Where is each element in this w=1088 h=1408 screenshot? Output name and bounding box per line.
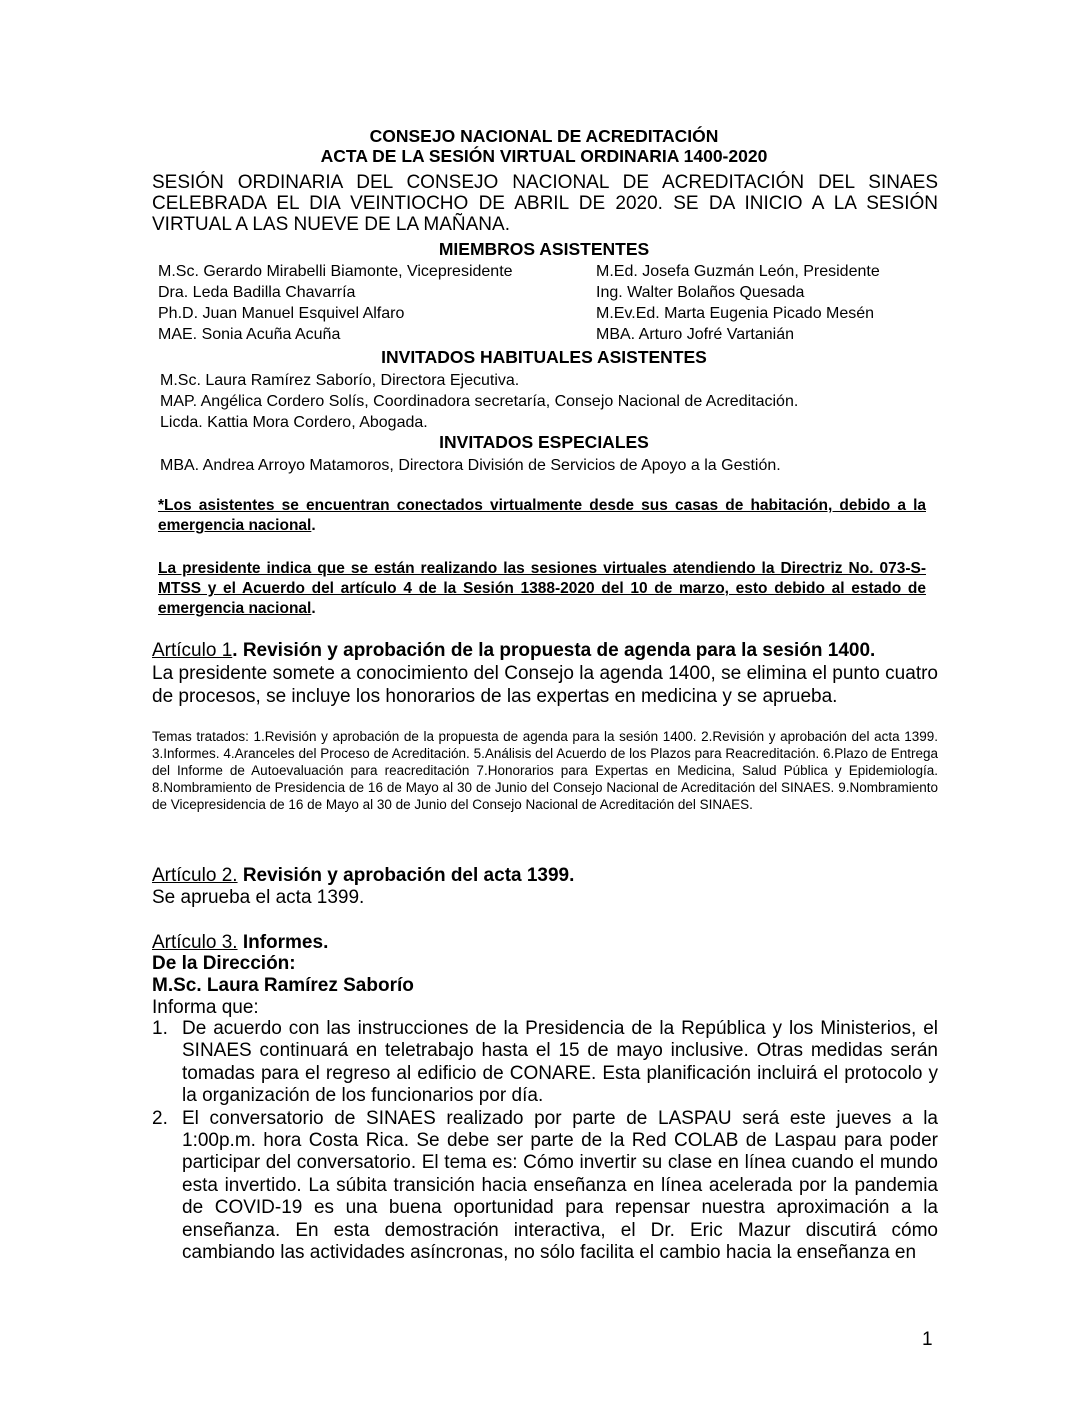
article-3-title: Informes. — [237, 932, 329, 953]
list-item — [152, 1108, 938, 1265]
article-1-body: La presidente somete a conocimiento del Consejo la agenda 1400, se elimina el punto cuatro de procesos, se incluye los honorarios de las expertas en medicina y se aprueba. — [152, 663, 938, 707]
guest-item: M.Sc. Laura Ramírez Saborío, Directora Ejecutiva. — [160, 372, 520, 389]
members-row — [158, 261, 928, 282]
article-3-heading — [152, 931, 938, 954]
list-item-text: El conversatorio de SINAES realizado por parte de LASPAU será este jueves a la 1:00p.m. hora Costa Rica. Se debe ser parte de la Red COLAB de Laspau para poder participar del conversatorio. El tema es: Cómo invertir su clase en línea cuando el mundo esta invertido. La súbita transición hacia enseñanza en línea acelerada por la pandemia de COVID-19 es una buena oportunidad para repensar nuestra aproximación a la enseñanza. En esta demostración interactiva, el Dr. Eric Mazur discutirá cómo cambiando las actividades asíncronas, no sólo facilita el cambio hacia la enseñanza en — [182, 1107, 938, 1264]
list-item — [152, 1018, 938, 1108]
members-table — [158, 261, 928, 345]
article-2-heading — [152, 864, 938, 887]
directive-notice — [158, 559, 926, 619]
directive-notice-end: . — [311, 600, 316, 617]
list-item-number: 2. — [152, 1107, 168, 1129]
session-intro: SESIÓN ORDINARIA DEL CONSEJO NACIONAL DE ACREDITACIÓN DEL SINAES CELEBRADA EL DIA VEINTIOCHO DE ABRIL DE 2020. SE DA INICIO A LA SESIÓN VIRTUAL A LAS NUEVE DE LA MAÑANA. — [152, 172, 938, 235]
members-row — [158, 324, 928, 345]
directive-notice-text: La presidente indica que se están realizando las sesiones virtuales atendiendo la Directriz No. 073-S-MTSS y el Acuerdo del artículo 4 de la Sesión 1388-2020 del 10 de marzo, esto debido al estado de emergencia nacional — [158, 560, 926, 617]
member-name: MAE. Sonia Acuña Acuña — [158, 326, 341, 343]
article-1-title: . Revisión y aprobación de la propuesta de agenda para la sesión 1400. — [232, 640, 876, 661]
members-heading: MIEMBROS ASISTENTES — [438, 239, 650, 259]
member-name: M.Ed. Josefa Guzmán León, Presidente — [596, 263, 880, 280]
reporter-name: M.Sc. Laura Ramírez Saborío — [152, 975, 414, 996]
member-name: MBA. Arturo Jofré Vartanián — [596, 326, 795, 343]
report-lead: Informa que: — [152, 997, 259, 1018]
article-2-label: Artículo 2. — [152, 865, 238, 886]
member-name: M.Ev.Ed. Marta Eugenia Picado Mesén — [596, 305, 875, 322]
guests-heading: INVITADOS HABITUALES ASISTENTES — [381, 347, 707, 367]
attendance-notice-text: *Los asistentes se encuentran conectados virtualmente desde sus casas de habitación, debido a la emergencia nacional — [158, 497, 926, 534]
special-guests-heading: INVITADOS ESPECIALES — [439, 432, 649, 452]
guest-item: MAP. Angélica Cordero Solís, Coordinadora secretaría, Consejo Nacional de Acreditación. — [160, 393, 799, 410]
section-heading: De la Dirección: — [152, 953, 296, 974]
article-1-heading — [152, 639, 938, 662]
article-3-label: Artículo 3. — [152, 932, 238, 953]
member-name: M.Sc. Gerardo Mirabelli Biamonte, Vicepresidente — [158, 263, 513, 280]
members-row — [158, 282, 928, 303]
document-title: CONSEJO NACIONAL DE ACREDITACIÓN — [369, 126, 719, 146]
guest-item: Licda. Kattia Mora Cordero, Abogada. — [160, 414, 428, 431]
article-2-title: Revisión y aprobación del acta 1399. — [237, 865, 575, 886]
page-number: 1 — [922, 1329, 933, 1350]
report-items — [152, 1018, 938, 1264]
member-name: Ing. Walter Bolaños Quesada — [596, 284, 805, 301]
member-name: Dra. Leda Badilla Chavarría — [158, 284, 356, 301]
session-subtitle: ACTA DE LA SESIÓN VIRTUAL ORDINARIA 1400-2020 — [320, 146, 768, 166]
article-1-label: Artículo 1 — [152, 640, 233, 661]
members-row — [158, 303, 928, 324]
attendance-notice — [158, 496, 926, 536]
list-item-number: 1. — [152, 1018, 168, 1039]
special-guest-item: MBA. Andrea Arroyo Matamoros, Directora División de Servicios de Apoyo a la Gestión. — [160, 457, 781, 474]
topics-list: Temas tratados: 1.Revisión y aprobación de la propuesta de agenda para la sesión 1400. 2.Revisión y aprobación del acta 1399. 3.Informes. 4.Aranceles del Proceso de Acreditación. 5.Análisis del Acuerdo de los Plazos para Reacreditación. 6.Plazo de Entrega del Informe de Autoevaluación para reacreditación 7.Honorarios para Expertas en Medicina, Salud Pública y Epidemiología. 8.Nombramiento de Presidencia de 16 de Mayo al 30 de Junio del Consejo Nacional de Acreditación del SINAES. 9.Nombramiento de Vicepresidencia de 16 de Mayo al 30 de Junio del Consejo Nacional de Acreditación del SINAES. — [152, 729, 938, 812]
list-item-text: De acuerdo con las instrucciones de la Presidencia de la República y los Ministerios, el SINAES continuará en teletrabajo hasta el 15 de mayo inclusive. Otras medidas serán tomadas para el regreso al edificio de CONARE. Esta planificación incluirá el protocolo y la organización de los funcionarios por día. — [182, 1018, 938, 1107]
article-2-body: Se aprueba el acta 1399. — [152, 887, 365, 908]
attendance-notice-end: . — [311, 517, 316, 534]
member-name: Ph.D. Juan Manuel Esquivel Alfaro — [158, 305, 405, 322]
